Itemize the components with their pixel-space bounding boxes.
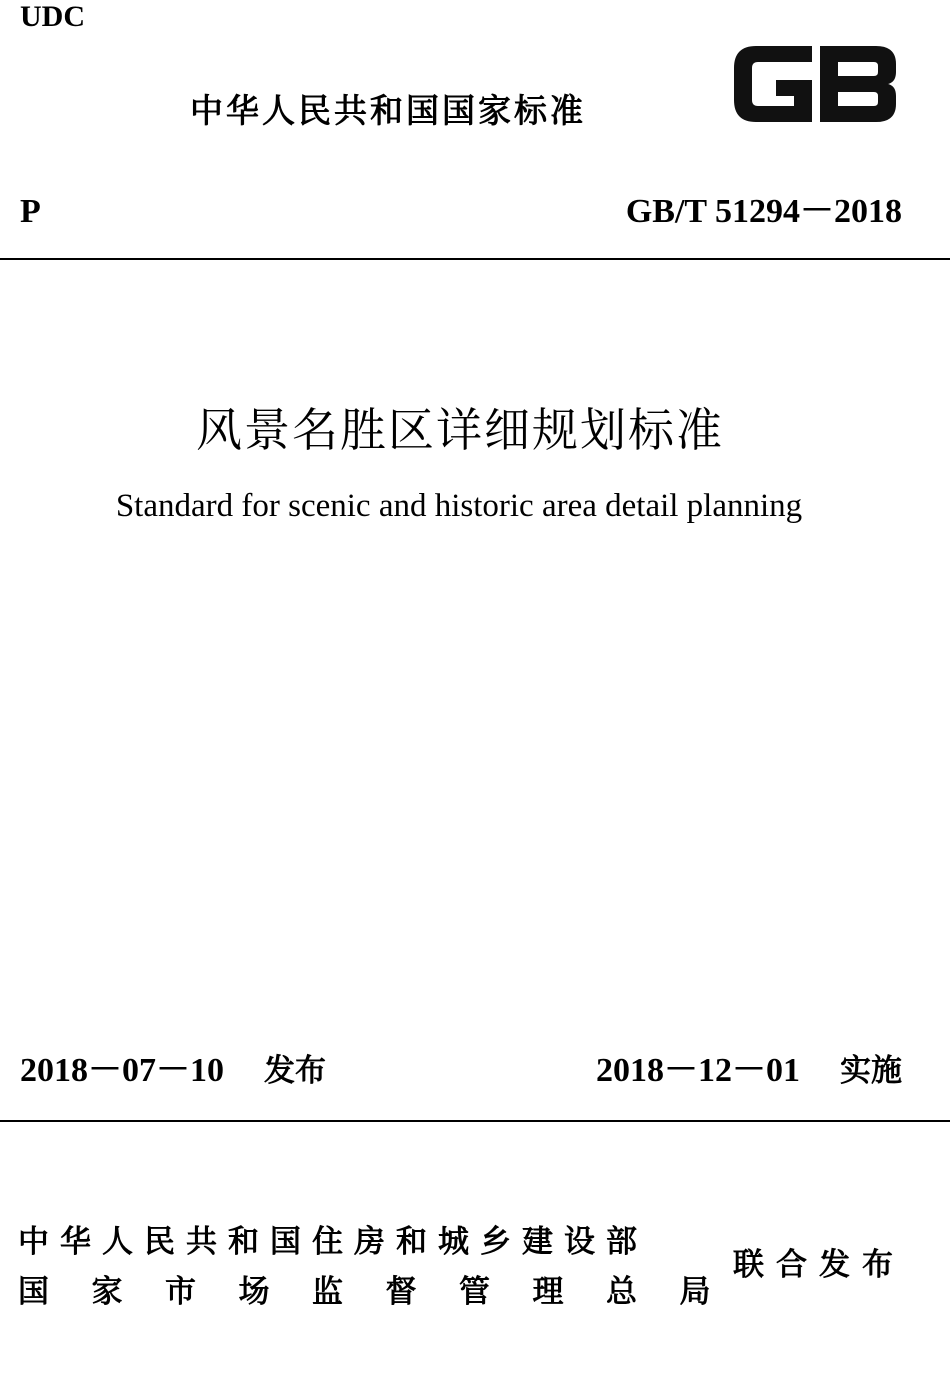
category-code: P [20,193,41,230]
issuer-char: 局 [679,1274,711,1310]
issuer-char: 总 [606,1274,637,1310]
title-chinese: 风景名胜区详细规划标准 [196,403,724,457]
issuer-char: 市 [165,1274,196,1310]
issuer-char: 理 [532,1274,564,1310]
issuer-char: 家 [91,1274,123,1310]
issuer-ministry: 中华人民共和国住房和城乡建设部 [18,1224,648,1260]
issuer-char: 场 [238,1274,270,1310]
issue-date: 2018－07－10 [20,1052,224,1089]
implement-label: 实施 [840,1053,902,1089]
issuer-char: 管 [459,1274,490,1310]
issuer-char: 督 [385,1274,417,1310]
issuer-market-regulation [18,1270,711,1314]
implement-date-row [596,1050,902,1092]
udc-label: UDC [20,0,85,33]
title-english: Standard for scenic and historic area detail planning [115,488,803,524]
standard-number: GB/T 51294－2018 [625,193,902,230]
national-standard-heading: 中华人民共和国国家标准 [190,91,586,130]
implement-date: 2018－12－01 [596,1052,800,1089]
issuer-char: 监 [312,1274,343,1310]
gb-logo [726,36,902,132]
issuer-char: 国 [18,1274,49,1310]
issue-label: 发布 [264,1053,326,1089]
issue-date-row [20,1050,326,1092]
top-divider [0,258,950,260]
joint-issue-label: 联合发布 [733,1247,905,1283]
bottom-divider [0,1120,950,1122]
